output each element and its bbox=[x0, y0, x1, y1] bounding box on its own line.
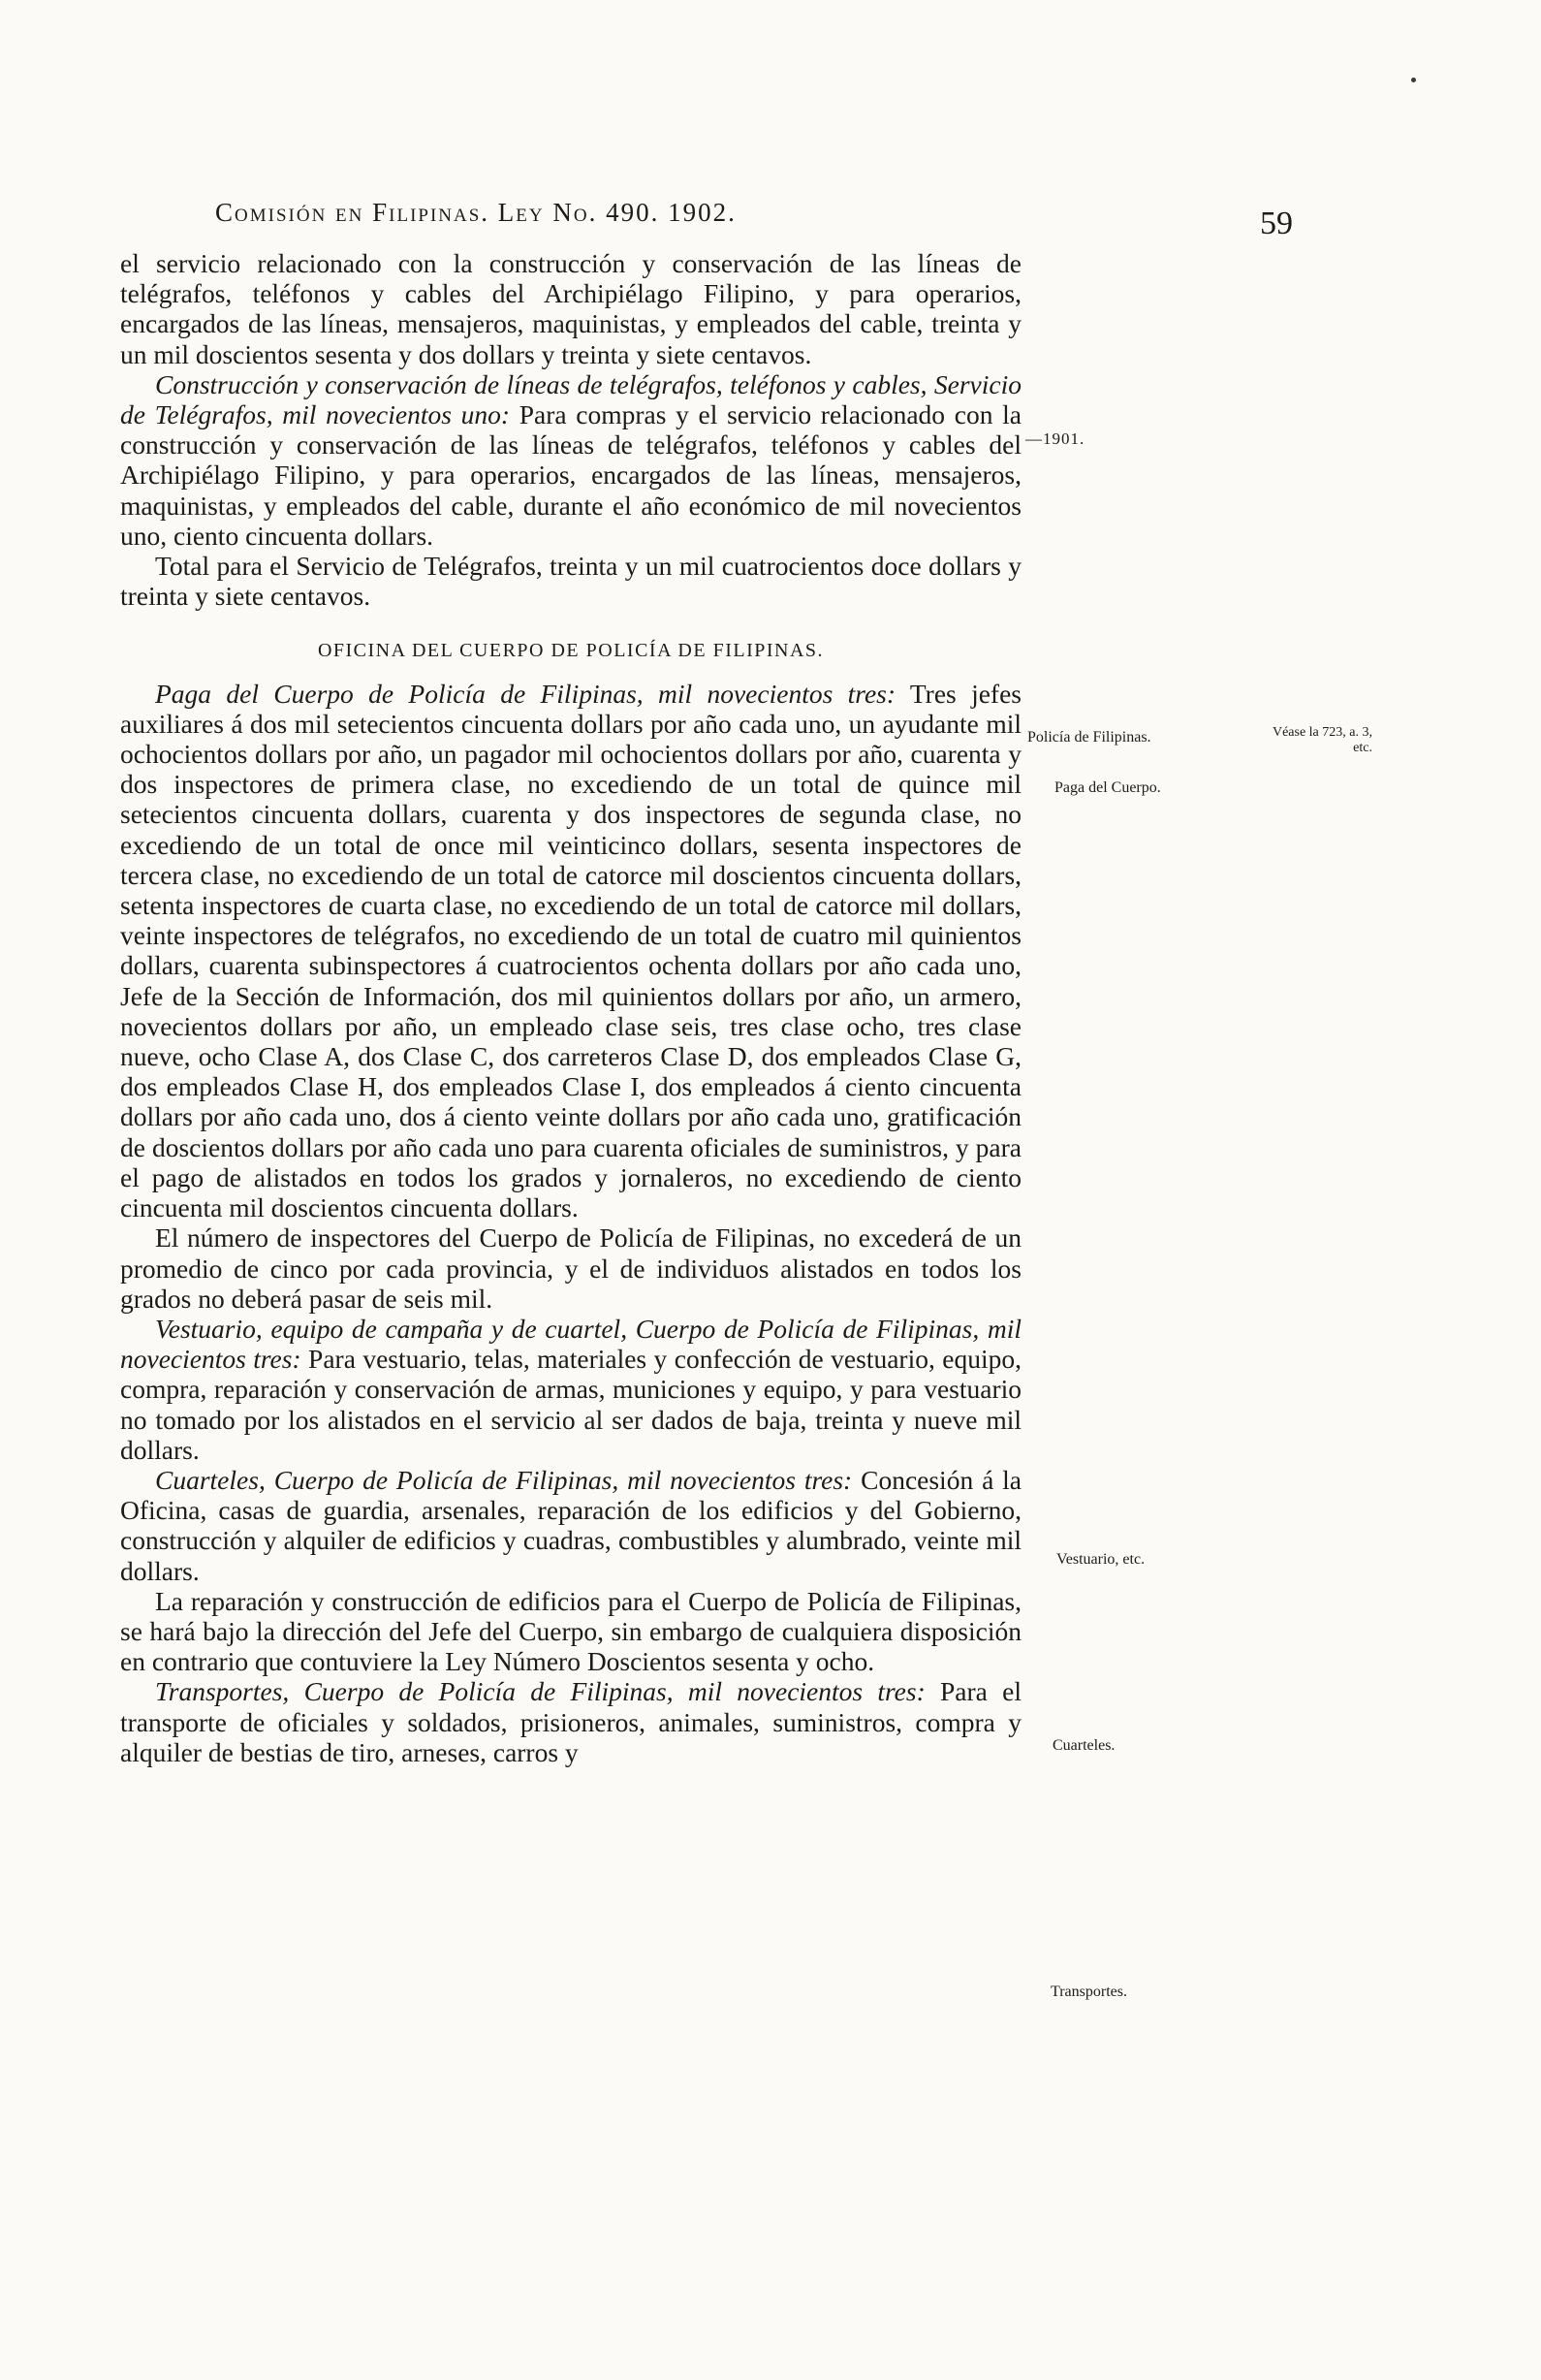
paragraph-police-pay bbox=[120, 679, 1022, 1223]
paragraph-body: Para vestuario, telas, materiales y confección de vestuario, equipo, compra, reparación y conservación de armas, municiones y equipo, y para vestuario no tomado por los alistados en el servicio al ser dados de baja, treinta y nueve mil dollars. bbox=[120, 1344, 1022, 1465]
paragraph-lead-italic: Vestuario, equipo de campaña y de cuartel, Cuerpo de Policía de Filipinas, mil novecientos tres: bbox=[120, 1313, 1022, 1375]
paragraph-buildings-repair: La reparación y construcción de edificios para el Cuerpo de Policía de Filipinas, se hará bajo la dirección del Jefe del Cuerpo, sin embargo de cualquiera disposición en contrario que contuviere la Ley Número Doscientos sesenta y ocho. bbox=[120, 1585, 1022, 1677]
paragraph-telegraph-service: el servicio relacionado con la construcción y conservación de las líneas de telégrafos, teléfonos y cables del Archipiélago Filipino, y para operarios, encargados de las líneas, mensajeros, maquinistas, y empleados del cable, treinta y un mil doscientos sesenta y dos dollars y treinta y siete centavos. bbox=[120, 248, 1022, 369]
running-header: Comisión en Filipinas. Ley No. 490. 1902. bbox=[215, 198, 737, 227]
paragraph-clothing bbox=[120, 1314, 1022, 1465]
paragraph-body: Concesión á la Oficina, casas de guardia, arsenales, reparación de los edificios y del Gobierno, construcción y alquiler de edificios y cuadras, combustibles y alumbrado, veinte mil dollars. bbox=[120, 1464, 1022, 1586]
paragraph-lead-italic: Paga del Cuerpo de Policía de Filipinas, mil novecientos tres: bbox=[155, 678, 896, 709]
margin-note-vestuario: Vestuario, etc. bbox=[1056, 1551, 1146, 1568]
paragraph-lead-italic: Transportes, Cuerpo de Policía de Filipinas, mil novecientos tres: bbox=[155, 1676, 926, 1707]
paragraph-body: Tres jefes auxiliares á dos mil setecientos cincuenta dollars por año cada uno, un ayudante mil ochocientos dollars por año, un pagador mil ochocientos dollars por año, cuarenta y dos inspectores de primera clase, no excediendo de un total de quince mil setecientos cincuenta dollars, cuarenta y dos inspectores de segunda clase, no excediendo de un total de once mil veinticinco dollars, sesenta inspectores de tercera clase, no excediendo de un total de catorce mil doscientos cincuenta dollars, setenta inspectores de cuarta clase, no excediendo de un total de catorce mil dollars, veinte inspectores de telégrafos, no excediendo de un total de cuatro mil quinientos dollars, cuarenta subinspectores á cuatrocientos ochenta dollars por año cada uno, Jefe de la Sección de Información, dos mil quinientos dollars por año, un armero, novecientos dollars por año, un empleado clase seis, tres clase ocho, tres clase nueve, ocho Clase A, dos Clase C, dos carreteros Clase D, dos empleados Clase G, dos empleados Clase H, dos empleados Clase I, dos empleados á ciento cincuenta dollars por año cada uno, dos á ciento veinte dollars por año cada uno, gratificación de doscientos dollars por año cada uno para cuarenta oficiales de suministros, y para el pago de alistados en todos los grados y jornaleros, no excediendo de ciento cincuenta mil doscientos cincuenta dollars. bbox=[120, 678, 1022, 1223]
paragraph-telegraph-total: Total para el Servicio de Telégrafos, treinta y un mil cuatrocientos doce dollars y treinta y siete centavos. bbox=[120, 551, 1022, 612]
margin-note-cuarteles: Cuarteles. bbox=[1053, 1737, 1116, 1754]
margin-note-paga: Paga del Cuerpo. bbox=[1054, 779, 1161, 796]
margin-note-policia: Policía de Filipinas. bbox=[1027, 729, 1151, 746]
paragraph-inspectors-number: El número de inspectores del Cuerpo de Policía de Filipinas, no excederá de un promedio de cinco por cada provincia, y el de individuos alistados en todos los grados no deberá pasar de seis mil. bbox=[120, 1222, 1022, 1314]
paragraph-body: Para el transporte de oficiales y soldados, prisioneros, animales, suministros, compra y alquiler de bestias de tiro, arneses, carros y bbox=[120, 1676, 1022, 1767]
margin-note-vease: Véase la 723, a. 3, etc. bbox=[1272, 725, 1372, 755]
page-number: 59 bbox=[1260, 206, 1293, 241]
paragraph-body: Para compras y el servicio relacionado con la construcción y conservación de las líneas de telégrafos, teléfonos y cables del Archipiélago Filipino, y para operarios, encargados de las líneas, mensajeros, maquinistas, y empleados del cable, durante el año económico de mil novecientos uno, ciento cincuenta dollars. bbox=[120, 399, 1022, 551]
margin-note-transportes: Transportes. bbox=[1051, 1983, 1127, 2000]
margin-note-1901: —1901. bbox=[1025, 429, 1085, 448]
paragraph-lead-italic: Construcción y conservación de líneas de telégrafos, teléfonos y cables, Servicio de Telégrafos, mil novecientos uno: bbox=[120, 368, 1022, 430]
stray-ink-mark bbox=[1411, 78, 1416, 82]
section-heading: OFICINA DEL CUERPO DE POLICÍA DE FILIPINAS. bbox=[317, 640, 825, 662]
main-text-column bbox=[120, 248, 1022, 1767]
paragraph-construction-1901 bbox=[120, 369, 1022, 551]
paragraph-barracks bbox=[120, 1465, 1022, 1586]
paragraph-transport bbox=[120, 1676, 1022, 1767]
paragraph-lead-italic: Cuarteles, Cuerpo de Policía de Filipinas, mil novecientos tres: bbox=[155, 1464, 853, 1495]
